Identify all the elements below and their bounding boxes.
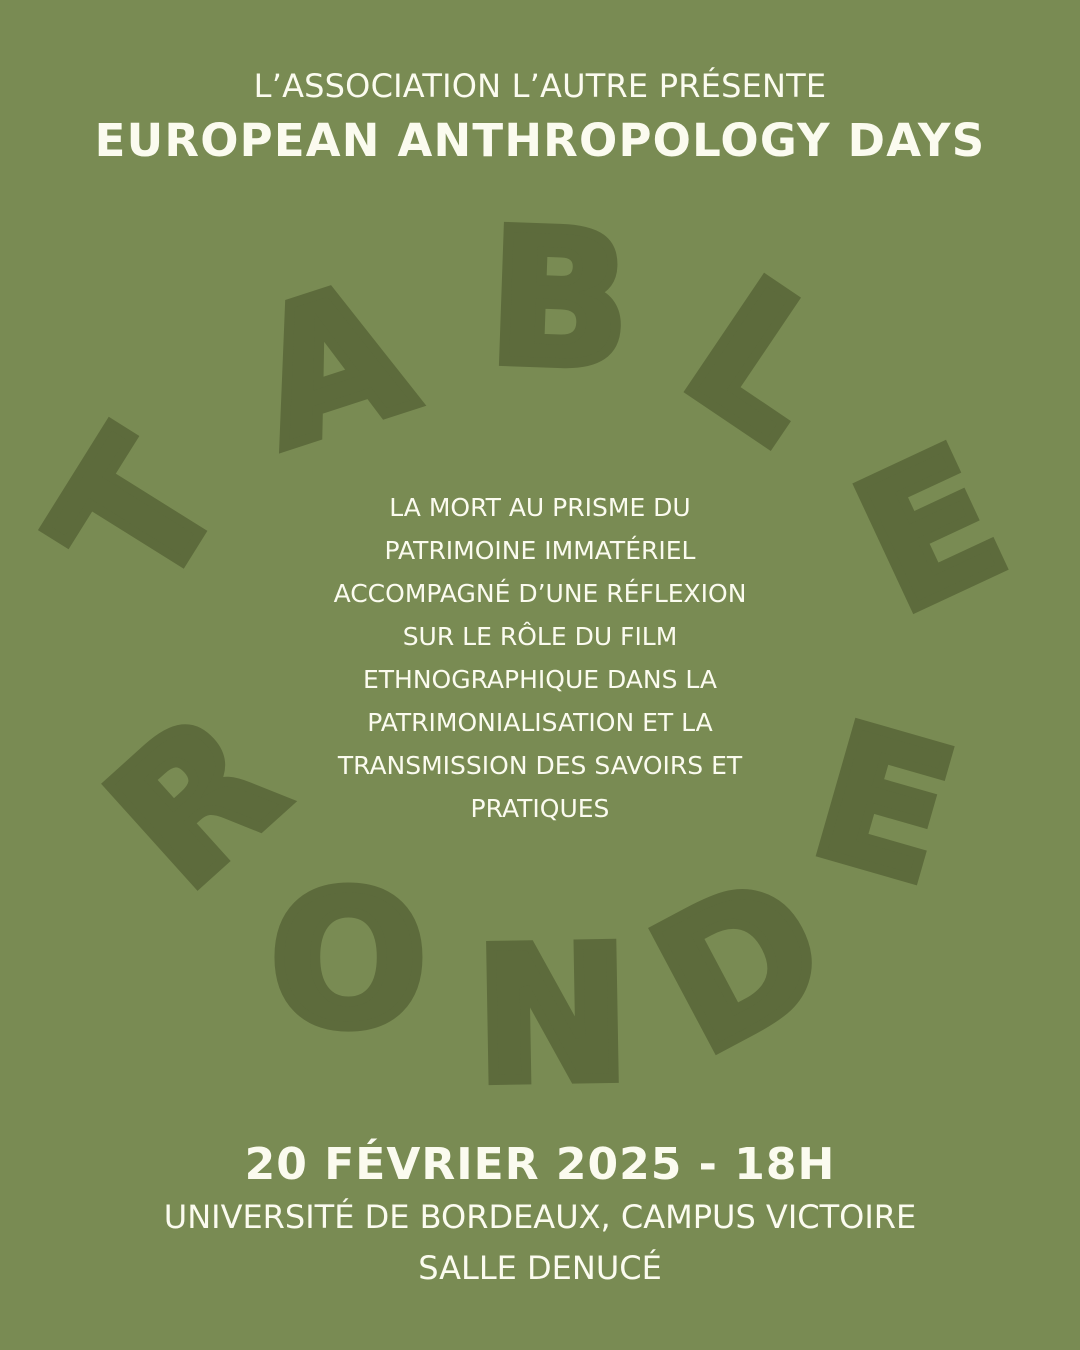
event-date-time: 20 FÉVRIER 2025 - 18H <box>244 1139 836 1190</box>
ring-letter-o: O <box>270 853 427 1068</box>
venue: UNIVERSITÉ DE BORDEAUX, CAMPUS VICTOIRE <box>163 1198 917 1236</box>
ring-letter-e-lower: E <box>793 684 974 925</box>
ring-letter-t: T <box>13 403 262 624</box>
ring-letter-d: D <box>622 834 859 1095</box>
presenter-line: L’ASSOCIATION L’AUTRE PRÉSENTE <box>253 67 827 105</box>
topic-description: LA MORT AU PRISME DU PATRIMOINE IMMATÉRIEL ACCOMPAGNÉ D’UNE RÉFLEXION SUR LE RÔLE DU FILM ETHNOGRAPHIQUE DANS LA PATRIMONIALISATION ET LA TRANSMISSION DES SAVOIRS ET PRATIQUES <box>333 493 747 823</box>
ring-letter-a: A <box>230 240 433 489</box>
ring-letter-r: R <box>71 673 320 928</box>
ring-letter-n: N <box>473 907 632 1124</box>
event-name: EUROPEAN ANTHROPOLOGY DAYS <box>94 114 986 167</box>
ring-letter-l: L <box>652 240 869 483</box>
room-name: SALLE DENUCÉ <box>418 1249 662 1287</box>
ring-letter-e-upper: E <box>828 406 1033 655</box>
ring-letter-b: B <box>485 190 634 409</box>
